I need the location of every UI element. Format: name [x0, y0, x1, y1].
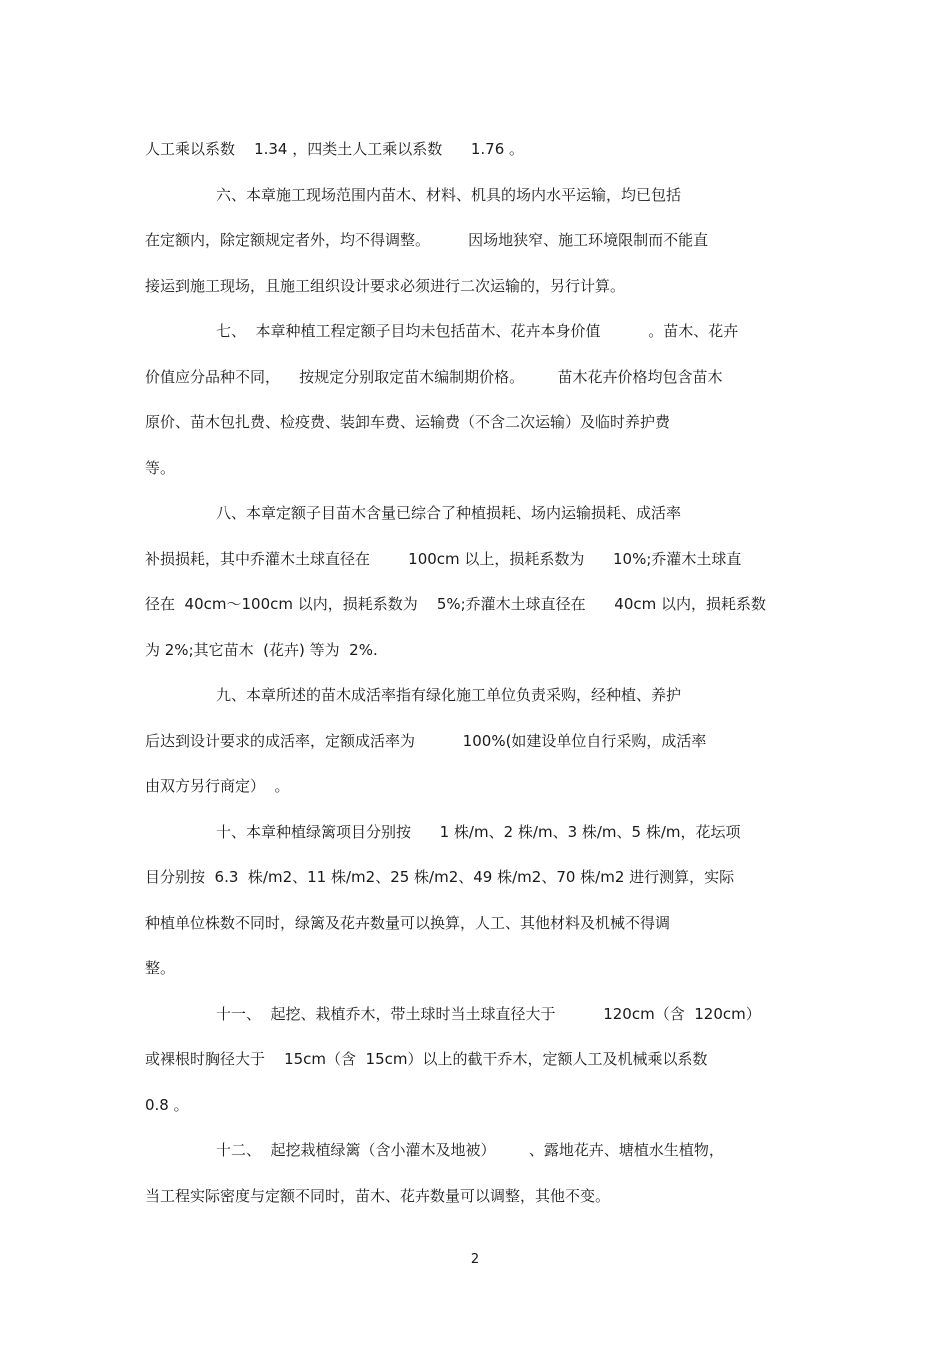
text-line: 接运到施工现场，且施工组织设计要求必须进行二次运输的，另行计算。: [145, 277, 626, 295]
text-line: 九、本章所述的苗木成活率指有绿化施工单位负责采购，经种植、养护: [216, 686, 682, 704]
text-line: 七、 本章种植工程定额子目均未包括苗木、花卉本身价值 。苗木、花卉: [216, 322, 739, 340]
text-line: 在定额内，除定额规定者外，均不得调整。 因场地狭窄、施工环境限制而不能直: [145, 231, 709, 249]
text-line: 为 2%;其它苗木 (花卉) 等为 2%.: [145, 641, 378, 659]
text-line: 十一、 起挖、栽植乔木，带土球时当土球直径大于 120cm（含 120cm）: [216, 1005, 761, 1023]
text-line: 八、本章定额子目苗木含量已综合了种植损耗、场内运输损耗、成活率: [216, 504, 682, 522]
text-line: 六、本章施工现场范围内苗木、材料、机具的场内水平运输，均已包括: [216, 186, 682, 204]
text-line: 由双方另行商定） 。: [145, 777, 290, 795]
text-line: 径在 40cm～100cm 以内，损耗系数为 5%;乔灌木土球直径在 40cm 以内，损耗系数: [145, 595, 766, 613]
text-line: 十、本章种植绿篱项目分别按 1 株/m、2 株/m、3 株/m、5 株/m，花坛项: [216, 823, 741, 841]
text-line: 后达到设计要求的成活率，定额成活率为 100%(如建设单位自行采购，成活率: [145, 732, 707, 750]
text-line: 十二、 起挖栽植绿篱（含小灌木及地被） 、露地花卉、塘植水生植物，: [216, 1141, 724, 1159]
text-line: 原价、苗木包扎费、检疫费、装卸车费、运输费（不含二次运输）及临时养护费: [145, 413, 671, 431]
text-line: 当工程实际密度与定额不同时，苗木、花卉数量可以调整，其他不变。: [145, 1187, 611, 1205]
text-line: 整。: [145, 959, 176, 977]
text-line: 价值应分品种不同， 按规定分别取定苗木编制期价格。 苗木花卉价格均包含苗木: [145, 368, 723, 386]
text-line: 0.8 。: [145, 1096, 189, 1114]
text-line: 等。: [145, 459, 176, 477]
text-line: 目分别按 6.3 株/m2、11 株/m2、25 株/m2、49 株/m2、70 株/m2 进行测算，实际: [145, 868, 735, 886]
page-number: 2: [470, 1252, 480, 1267]
text-line: 人工乘以系数 1.34 ，四类土人工乘以系数 1.76 。: [145, 140, 525, 158]
text-line: 种植单位株数不同时，绿篱及花卉数量可以换算，人工、其他材料及机械不得调: [145, 914, 671, 932]
text-line: 或裸根时胸径大于 15cm（含 15cm）以上的截干乔木，定额人工及机械乘以系数: [145, 1050, 708, 1068]
text-line: 补损损耗，其中乔灌木土球直径在 100cm 以上，损耗系数为 10%;乔灌木土球直: [145, 550, 742, 568]
